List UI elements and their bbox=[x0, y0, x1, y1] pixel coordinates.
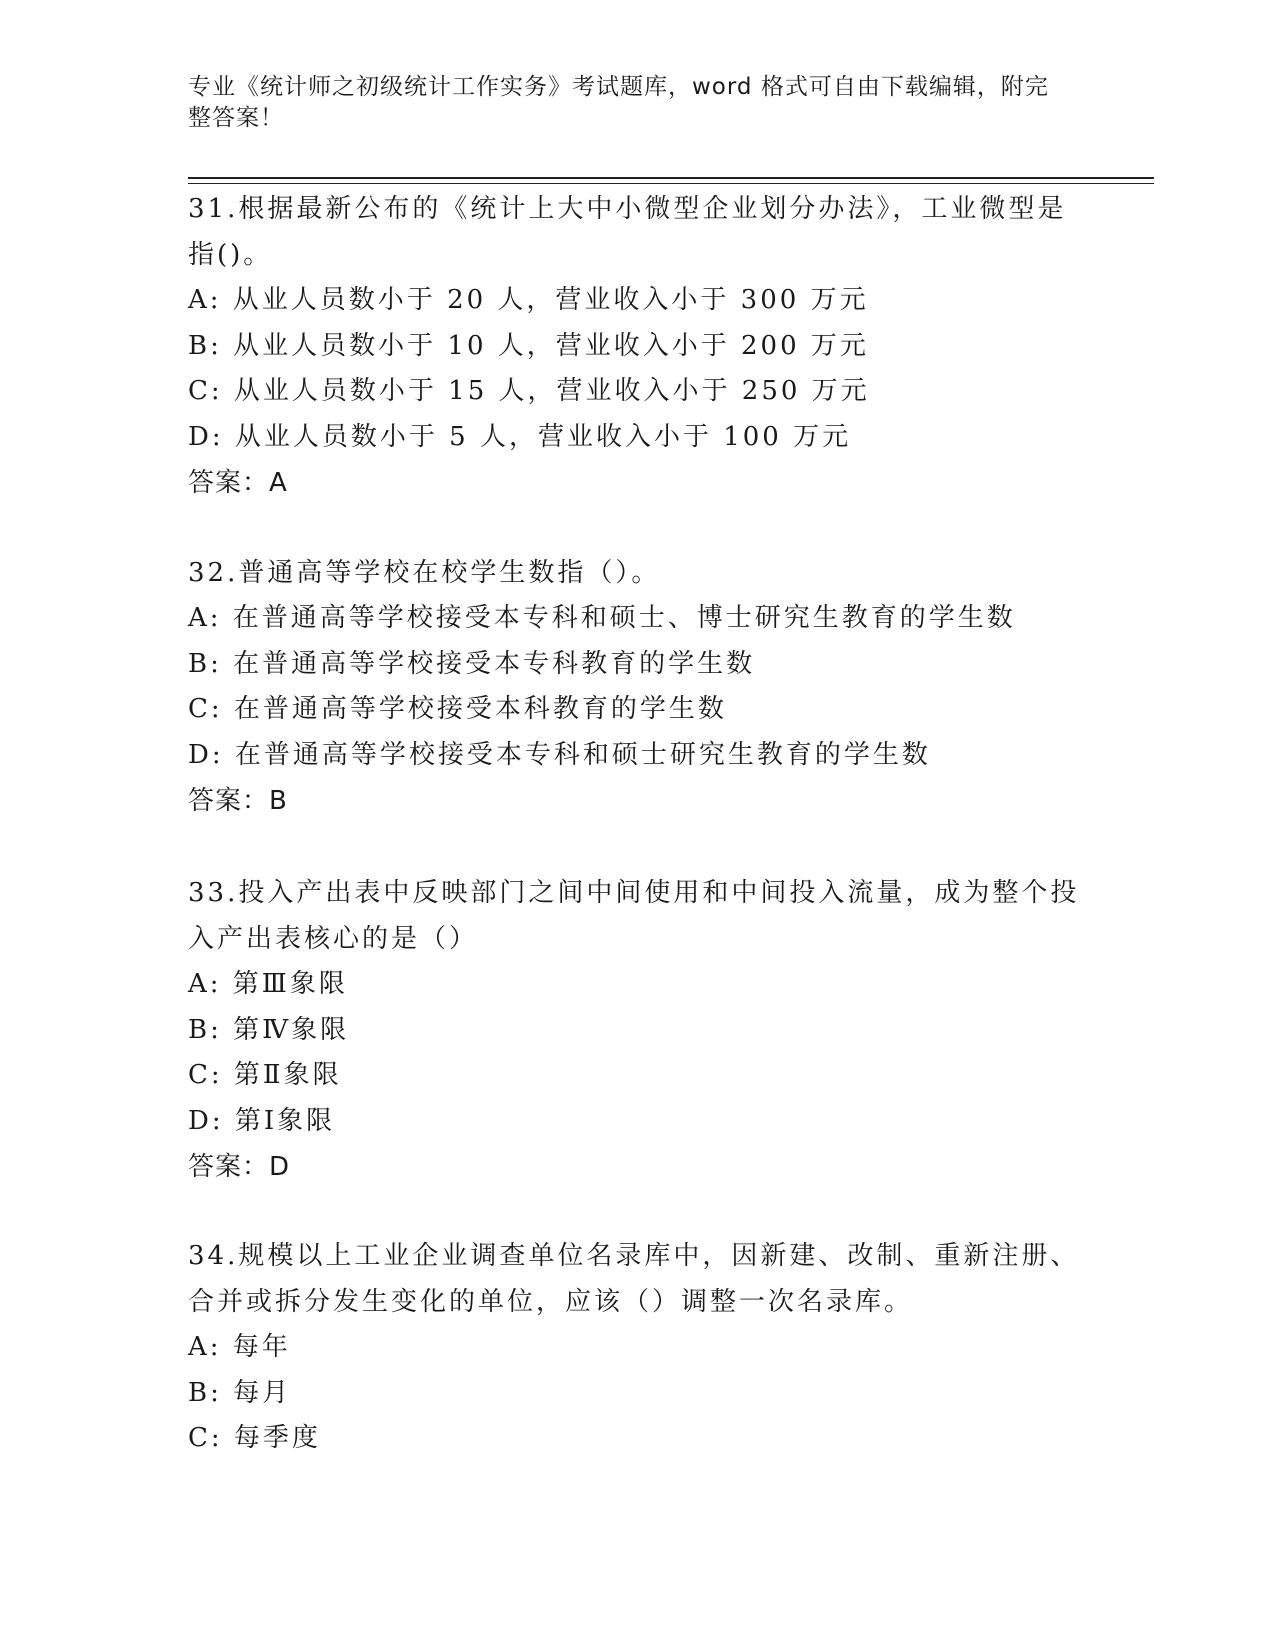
question-stem-line-1: 33.投入产出表中反映部门之间中间使用和中间投入流量，成为整个投 bbox=[188, 878, 1080, 908]
option-d: D: 第Ⅰ象限 bbox=[188, 1105, 336, 1136]
option-a: A: 每年 bbox=[188, 1332, 291, 1362]
question-stem-line-2: 合并或拆分发生变化的单位，应该（）调整一次名录库。 bbox=[188, 1287, 914, 1317]
answer-line: 答案：D bbox=[188, 1152, 291, 1182]
option-d: D: 从业人员数小于 5 人，营业收入小于 100 万元 bbox=[188, 421, 852, 452]
option-c: C: 从业人员数小于 15 人，营业收入小于 250 万元 bbox=[188, 376, 870, 406]
header-line-2: 整答案！ bbox=[188, 105, 284, 131]
answer-line: 答案：A bbox=[188, 468, 288, 498]
option-b: B: 第Ⅳ象限 bbox=[188, 1014, 350, 1045]
option-b: B: 从业人员数小于 10 人，营业收入小于 200 万元 bbox=[188, 330, 869, 361]
option-d: D: 在普通高等学校接受本专科和硕士研究生教育的学生数 bbox=[188, 739, 931, 770]
option-b: B: 在普通高等学校接受本专科教育的学生数 bbox=[188, 648, 756, 679]
header-divider-thin bbox=[188, 183, 1154, 184]
option-a: A: 在普通高等学校接受本专科和硕士、博士研究生教育的学生数 bbox=[188, 603, 1016, 633]
option-b: B: 每月 bbox=[188, 1377, 292, 1408]
header-divider-thick bbox=[188, 177, 1154, 179]
option-c: C: 第Ⅱ象限 bbox=[188, 1060, 342, 1090]
document-header bbox=[188, 72, 1068, 134]
question-stem-line-2: 入产出表核心的是（） bbox=[188, 924, 479, 954]
question-stem-line-1: 32.普通高等学校在校学生数指（）。 bbox=[188, 558, 661, 588]
question-33 bbox=[188, 870, 1088, 1190]
question-32 bbox=[188, 550, 1088, 824]
question-34 bbox=[188, 1233, 1088, 1462]
option-a: A: 从业人员数小于 20 人，营业收入小于 300 万元 bbox=[188, 285, 869, 315]
header-line-1: 专业《统计师之初级统计工作实务》考试题库，word 格式可自由下载编辑，附完 bbox=[188, 74, 1049, 100]
question-stem-line-1: 31.根据最新公布的《统计上大中小微型企业划分办法》，工业微型是 bbox=[188, 194, 1067, 224]
option-a: A: 第Ⅲ象限 bbox=[188, 969, 348, 999]
answer-line: 答案：B bbox=[188, 786, 288, 816]
option-c: C: 在普通高等学校接受本科教育的学生数 bbox=[188, 694, 727, 724]
question-stem-line-2: 指()。 bbox=[188, 240, 273, 270]
question-stem-line-1: 34.规模以上工业企业调查单位名录库中，因新建、改制、重新注册、 bbox=[188, 1241, 1080, 1271]
option-c: C: 每季度 bbox=[188, 1423, 321, 1453]
question-31 bbox=[188, 186, 1088, 506]
